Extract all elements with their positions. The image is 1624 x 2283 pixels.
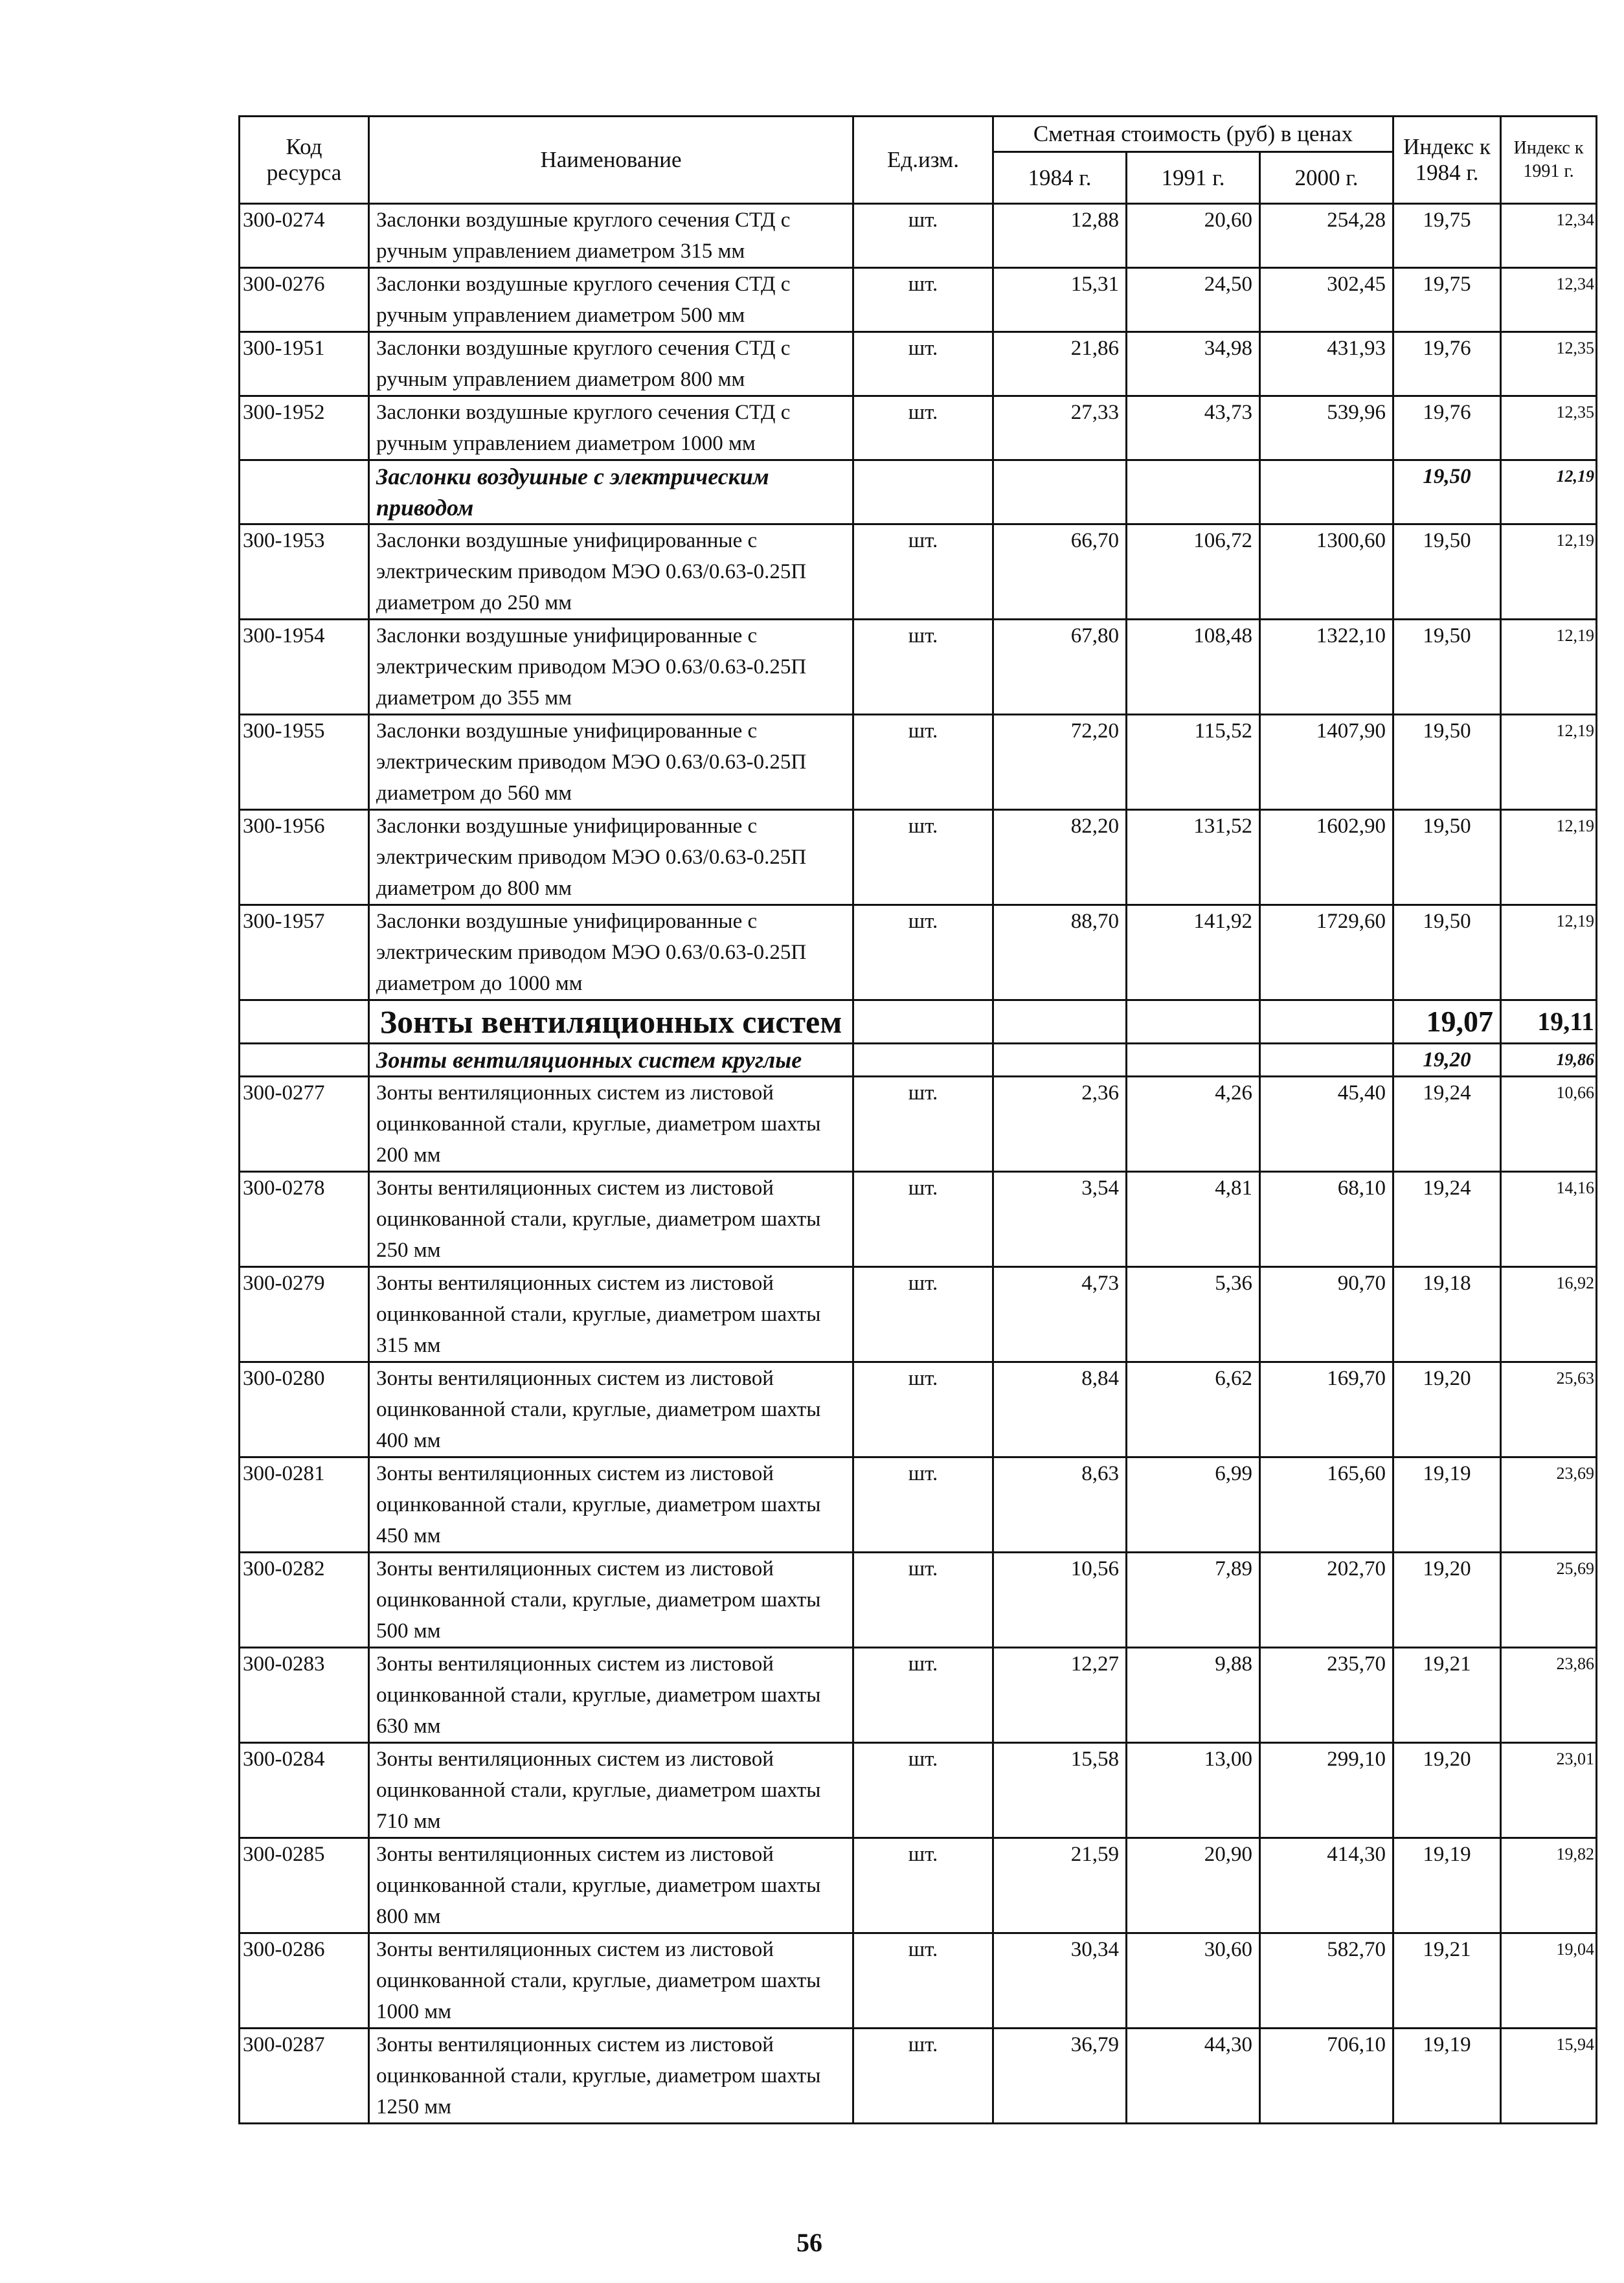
cell-price-2000: 254,28 xyxy=(1260,204,1393,268)
cell-name: Зонты вентиляционных систем из листовой оцинкованной стали, круглые, диаметром шахты 450 мм xyxy=(369,1457,853,1553)
cell-price-1984: 27,33 xyxy=(993,396,1127,460)
table-row xyxy=(240,204,1597,268)
cell-index-1984: 19,21 xyxy=(1393,1933,1501,2029)
cell-name: Заслонки воздушные круглого сечения СТД с ручным управлением диаметром 500 мм xyxy=(369,268,853,332)
table-row xyxy=(240,268,1597,332)
cell-code: 300-0277 xyxy=(240,1077,369,1172)
cell-code: 300-1956 xyxy=(240,810,369,905)
table-row xyxy=(240,332,1597,396)
cell-code: 300-1951 xyxy=(240,332,369,396)
cell-price-2000: 45,40 xyxy=(1260,1077,1393,1172)
cell-name: Зонты вентиляционных систем из листовой оцинкованной стали, круглые, диаметром шахты 1000 мм xyxy=(369,1933,853,2029)
cell-index-1984: 19,20 xyxy=(1393,1362,1501,1457)
cell-index-1991: 25,63 xyxy=(1501,1362,1597,1457)
cell-index-1991: 12,34 xyxy=(1501,204,1597,268)
cell-price-1984 xyxy=(993,1000,1127,1044)
cell-price-1984: 67,80 xyxy=(993,620,1127,715)
cell-unit: шт. xyxy=(853,524,993,620)
cell-unit: шт. xyxy=(853,905,993,1000)
cell-price-1984: 2,36 xyxy=(993,1077,1127,1172)
table-row xyxy=(240,1553,1597,1648)
cell-unit: шт. xyxy=(853,1743,993,1838)
table-row xyxy=(240,524,1597,620)
cell-price-2000 xyxy=(1260,1044,1393,1077)
cell-code: 300-1952 xyxy=(240,396,369,460)
cell-name: Зонты вентиляционных систем из листовой оцинкованной стали, круглые, диаметром шахты 630 мм xyxy=(369,1648,853,1743)
cell-price-1991: 6,99 xyxy=(1127,1457,1260,1553)
cell-unit: шт. xyxy=(853,1933,993,2029)
cell-price-1984: 10,56 xyxy=(993,1553,1127,1648)
cell-index-1984: 19,24 xyxy=(1393,1172,1501,1267)
cell-index-1984: 19,75 xyxy=(1393,204,1501,268)
cell-price-1991: 115,52 xyxy=(1127,715,1260,810)
col-header-2000: 2000 г. xyxy=(1260,152,1393,204)
cell-price-2000: 582,70 xyxy=(1260,1933,1393,2029)
cell-index-1991: 19,82 xyxy=(1501,1838,1597,1933)
cell-name: Заслонки воздушные унифицированные с электрическим приводом МЭО 0.63/0.63-0.25П диаметром до 560 мм xyxy=(369,715,853,810)
cell-index-1984: 19,21 xyxy=(1393,1648,1501,1743)
cell-index-1984: 19,50 xyxy=(1393,905,1501,1000)
table-row xyxy=(240,1267,1597,1362)
cell-price-1991: 7,89 xyxy=(1127,1553,1260,1648)
cell-name: Зонты вентиляционных систем из листовой оцинкованной стали, круглые, диаметром шахты 315 мм xyxy=(369,1267,853,1362)
cell-code: 300-0286 xyxy=(240,1933,369,2029)
cell-unit: шт. xyxy=(853,1172,993,1267)
cell-index-1991: 12,34 xyxy=(1501,268,1597,332)
cell-code xyxy=(240,1044,369,1077)
cell-price-1984: 8,84 xyxy=(993,1362,1127,1457)
cell-price-1984: 12,88 xyxy=(993,204,1127,268)
cell-code: 300-0282 xyxy=(240,1553,369,1648)
cell-price-2000: 202,70 xyxy=(1260,1553,1393,1648)
table-row xyxy=(240,1457,1597,1553)
cell-code: 300-1953 xyxy=(240,524,369,620)
cell-code: 300-0287 xyxy=(240,2029,369,2124)
cell-unit xyxy=(853,1000,993,1044)
cell-code: 300-0283 xyxy=(240,1648,369,1743)
cell-price-1984: 36,79 xyxy=(993,2029,1127,2124)
cell-index-1984: 19,50 xyxy=(1393,810,1501,905)
cell-name: Зонты вентиляционных систем из листовой оцинкованной стали, круглые, диаметром шахты 250 мм xyxy=(369,1172,853,1267)
cell-price-2000: 302,45 xyxy=(1260,268,1393,332)
table-row xyxy=(240,810,1597,905)
cell-name: Заслонки воздушные круглого сечения СТД с ручным управлением диаметром 800 мм xyxy=(369,332,853,396)
table-row xyxy=(240,905,1597,1000)
cell-unit xyxy=(853,460,993,524)
cell-price-1991: 131,52 xyxy=(1127,810,1260,905)
cell-price-2000: 90,70 xyxy=(1260,1267,1393,1362)
cell-index-1984: 19,19 xyxy=(1393,2029,1501,2124)
cell-price-1991 xyxy=(1127,460,1260,524)
cell-price-1991: 141,92 xyxy=(1127,905,1260,1000)
col-header-name: Наименование xyxy=(369,117,853,204)
table-row xyxy=(240,715,1597,810)
cell-name: Заслонки воздушные круглого сечения СТД с ручным управлением диаметром 315 мм xyxy=(369,204,853,268)
cell-price-1984: 21,59 xyxy=(993,1838,1127,1933)
cell-price-1991: 5,36 xyxy=(1127,1267,1260,1362)
cell-code xyxy=(240,460,369,524)
cell-index-1984: 19,76 xyxy=(1393,332,1501,396)
price-table-container xyxy=(238,115,1596,2124)
cell-price-1991: 30,60 xyxy=(1127,1933,1260,2029)
cell-unit: шт. xyxy=(853,2029,993,2124)
cell-price-2000: 431,93 xyxy=(1260,332,1393,396)
cell-unit: шт. xyxy=(853,1362,993,1457)
cell-code: 300-1957 xyxy=(240,905,369,1000)
cell-price-1991: 6,62 xyxy=(1127,1362,1260,1457)
cell-unit: шт. xyxy=(853,1457,993,1553)
cell-name: Заслонки воздушные круглого сечения СТД с ручным управлением диаметром 1000 мм xyxy=(369,396,853,460)
cell-index-1991: 12,19 xyxy=(1501,905,1597,1000)
cell-price-2000: 169,70 xyxy=(1260,1362,1393,1457)
cell-unit: шт. xyxy=(853,1077,993,1172)
cell-price-1984: 3,54 xyxy=(993,1172,1127,1267)
cell-price-2000: 1602,90 xyxy=(1260,810,1393,905)
cell-price-1984: 15,31 xyxy=(993,268,1127,332)
col-header-index-1984: Индекс к 1984 г. xyxy=(1393,117,1501,204)
section-title: Зонты вентиляционных систем xyxy=(369,1000,853,1044)
cell-unit: шт. xyxy=(853,268,993,332)
cell-price-1991: 43,73 xyxy=(1127,396,1260,460)
cell-price-1984: 82,20 xyxy=(993,810,1127,905)
cell-index-1991: 19,04 xyxy=(1501,1933,1597,2029)
cell-code: 300-1954 xyxy=(240,620,369,715)
cell-index-1991: 25,69 xyxy=(1501,1553,1597,1648)
group-title: Зонты вентиляционных систем круглые xyxy=(369,1044,853,1077)
table-row xyxy=(240,1743,1597,1838)
cell-price-2000: 1729,60 xyxy=(1260,905,1393,1000)
cell-price-2000: 539,96 xyxy=(1260,396,1393,460)
cell-code: 300-0284 xyxy=(240,1743,369,1838)
cell-price-2000: 414,30 xyxy=(1260,1838,1393,1933)
cell-index-1984: 19,75 xyxy=(1393,268,1501,332)
cell-name: Заслонки воздушные унифицированные с электрическим приводом МЭО 0.63/0.63-0.25П диаметром до 1000 мм xyxy=(369,905,853,1000)
cell-code: 300-0279 xyxy=(240,1267,369,1362)
cell-price-2000: 165,60 xyxy=(1260,1457,1393,1553)
cell-price-1984: 12,27 xyxy=(993,1648,1127,1743)
cell-unit: шт. xyxy=(853,810,993,905)
cell-index-1984: 19,20 xyxy=(1393,1743,1501,1838)
cell-index-1991: 10,66 xyxy=(1501,1077,1597,1172)
cell-price-1984: 66,70 xyxy=(993,524,1127,620)
cell-unit: шт. xyxy=(853,1267,993,1362)
cell-price-2000: 1300,60 xyxy=(1260,524,1393,620)
cell-index-1991: 19,86 xyxy=(1501,1044,1597,1077)
col-header-1991: 1991 г. xyxy=(1127,152,1260,204)
cell-code: 300-0278 xyxy=(240,1172,369,1267)
cell-index-1984: 19,18 xyxy=(1393,1267,1501,1362)
table-row xyxy=(240,1362,1597,1457)
cell-name: Заслонки воздушные унифицированные с электрическим приводом МЭО 0.63/0.63-0.25П диаметром до 250 мм xyxy=(369,524,853,620)
cell-price-2000: 299,10 xyxy=(1260,1743,1393,1838)
cell-price-2000: 68,10 xyxy=(1260,1172,1393,1267)
cell-index-1984: 19,19 xyxy=(1393,1457,1501,1553)
table-row xyxy=(240,1648,1597,1743)
col-header-unit: Ед.изм. xyxy=(853,117,993,204)
table-row xyxy=(240,620,1597,715)
cell-price-1984: 88,70 xyxy=(993,905,1127,1000)
cell-unit: шт. xyxy=(853,204,993,268)
table-row xyxy=(240,1838,1597,1933)
cell-index-1984: 19,50 xyxy=(1393,620,1501,715)
cell-code: 300-0281 xyxy=(240,1457,369,1553)
cell-price-2000: 1407,90 xyxy=(1260,715,1393,810)
cell-index-1984: 19,07 xyxy=(1393,1000,1501,1044)
cell-price-1991: 13,00 xyxy=(1127,1743,1260,1838)
cell-unit: шт. xyxy=(853,620,993,715)
col-header-1984: 1984 г. xyxy=(993,152,1127,204)
table-row xyxy=(240,1077,1597,1172)
col-header-price-group: Сметная стоимость (руб) в ценах xyxy=(993,117,1393,152)
cell-code: 300-0280 xyxy=(240,1362,369,1457)
table-row xyxy=(240,1933,1597,2029)
cell-index-1991: 12,35 xyxy=(1501,332,1597,396)
cell-index-1991: 23,69 xyxy=(1501,1457,1597,1553)
cell-price-1984: 30,34 xyxy=(993,1933,1127,2029)
cell-price-1991: 4,81 xyxy=(1127,1172,1260,1267)
cell-price-1991: 106,72 xyxy=(1127,524,1260,620)
cell-index-1991: 12,35 xyxy=(1501,396,1597,460)
cell-code: 300-0276 xyxy=(240,268,369,332)
cell-price-1984: 8,63 xyxy=(993,1457,1127,1553)
cell-price-1984: 4,73 xyxy=(993,1267,1127,1362)
group-title: Заслонки воздушные с электрическим приводом xyxy=(369,460,853,524)
header-row-1 xyxy=(240,117,1597,152)
cell-name: Заслонки воздушные унифицированные с электрическим приводом МЭО 0.63/0.63-0.25П диаметром до 355 мм xyxy=(369,620,853,715)
cell-price-1991: 4,26 xyxy=(1127,1077,1260,1172)
cell-index-1991: 12,19 xyxy=(1501,460,1597,524)
cell-name: Зонты вентиляционных систем из листовой оцинкованной стали, круглые, диаметром шахты 500 мм xyxy=(369,1553,853,1648)
cell-code: 300-0274 xyxy=(240,204,369,268)
cell-name: Зонты вентиляционных систем из листовой оцинкованной стали, круглые, диаметром шахты 710 мм xyxy=(369,1743,853,1838)
cell-unit: шт. xyxy=(853,1553,993,1648)
cell-price-1991: 108,48 xyxy=(1127,620,1260,715)
cell-index-1991: 19,11 xyxy=(1501,1000,1597,1044)
table-row xyxy=(240,1172,1597,1267)
cell-price-1991: 20,90 xyxy=(1127,1838,1260,1933)
cell-price-1991: 34,98 xyxy=(1127,332,1260,396)
page-number: 56 xyxy=(796,2228,822,2257)
col-header-index-1991: Индекс к 1991 г. xyxy=(1501,117,1597,204)
table-row xyxy=(240,396,1597,460)
cell-index-1991: 12,19 xyxy=(1501,715,1597,810)
section-header-row xyxy=(240,1000,1597,1044)
cell-unit: шт. xyxy=(853,332,993,396)
cell-price-1984: 15,58 xyxy=(993,1743,1127,1838)
cell-index-1984: 19,50 xyxy=(1393,524,1501,620)
cell-price-2000: 1322,10 xyxy=(1260,620,1393,715)
cell-price-1991: 44,30 xyxy=(1127,2029,1260,2124)
cell-price-1991 xyxy=(1127,1000,1260,1044)
cell-price-1984 xyxy=(993,460,1127,524)
cell-index-1991: 12,19 xyxy=(1501,620,1597,715)
cell-price-1991 xyxy=(1127,1044,1260,1077)
cell-unit: шт. xyxy=(853,1838,993,1933)
cell-unit: шт. xyxy=(853,715,993,810)
group-header-row xyxy=(240,460,1597,524)
cell-price-1984: 21,86 xyxy=(993,332,1127,396)
table-row xyxy=(240,2029,1597,2124)
cell-index-1984: 19,50 xyxy=(1393,715,1501,810)
cell-name: Зонты вентиляционных систем из листовой оцинкованной стали, круглые, диаметром шахты 200 мм xyxy=(369,1077,853,1172)
cell-price-1991: 9,88 xyxy=(1127,1648,1260,1743)
cell-price-1991: 24,50 xyxy=(1127,268,1260,332)
price-table xyxy=(238,115,1597,2124)
cell-price-1984 xyxy=(993,1044,1127,1077)
cell-index-1984: 19,19 xyxy=(1393,1838,1501,1933)
col-header-code: Код ресурса xyxy=(240,117,369,204)
cell-price-2000 xyxy=(1260,460,1393,524)
cell-index-1984: 19,20 xyxy=(1393,1044,1501,1077)
cell-index-1984: 19,76 xyxy=(1393,396,1501,460)
group-header-row xyxy=(240,1044,1597,1077)
cell-name: Зонты вентиляционных систем из листовой оцинкованной стали, круглые, диаметром шахты 1250 мм xyxy=(369,2029,853,2124)
cell-index-1984: 19,20 xyxy=(1393,1553,1501,1648)
cell-name: Зонты вентиляционных систем из листовой оцинкованной стали, круглые, диаметром шахты 400 мм xyxy=(369,1362,853,1457)
cell-index-1991: 16,92 xyxy=(1501,1267,1597,1362)
cell-unit xyxy=(853,1044,993,1077)
cell-name: Заслонки воздушные унифицированные с электрическим приводом МЭО 0.63/0.63-0.25П диаметром до 800 мм xyxy=(369,810,853,905)
cell-index-1984: 19,50 xyxy=(1393,460,1501,524)
cell-price-1984: 72,20 xyxy=(993,715,1127,810)
cell-price-2000: 235,70 xyxy=(1260,1648,1393,1743)
cell-index-1991: 14,16 xyxy=(1501,1172,1597,1267)
cell-code xyxy=(240,1000,369,1044)
cell-index-1991: 15,94 xyxy=(1501,2029,1597,2124)
cell-price-1991: 20,60 xyxy=(1127,204,1260,268)
cell-price-2000 xyxy=(1260,1000,1393,1044)
cell-unit: шт. xyxy=(853,1648,993,1743)
cell-index-1991: 23,86 xyxy=(1501,1648,1597,1743)
cell-code: 300-1955 xyxy=(240,715,369,810)
cell-index-1991: 23,01 xyxy=(1501,1743,1597,1838)
cell-index-1991: 12,19 xyxy=(1501,810,1597,905)
cell-price-2000: 706,10 xyxy=(1260,2029,1393,2124)
cell-unit: шт. xyxy=(853,396,993,460)
cell-name: Зонты вентиляционных систем из листовой оцинкованной стали, круглые, диаметром шахты 800 мм xyxy=(369,1838,853,1933)
cell-code: 300-0285 xyxy=(240,1838,369,1933)
cell-index-1991: 12,19 xyxy=(1501,524,1597,620)
cell-index-1984: 19,24 xyxy=(1393,1077,1501,1172)
